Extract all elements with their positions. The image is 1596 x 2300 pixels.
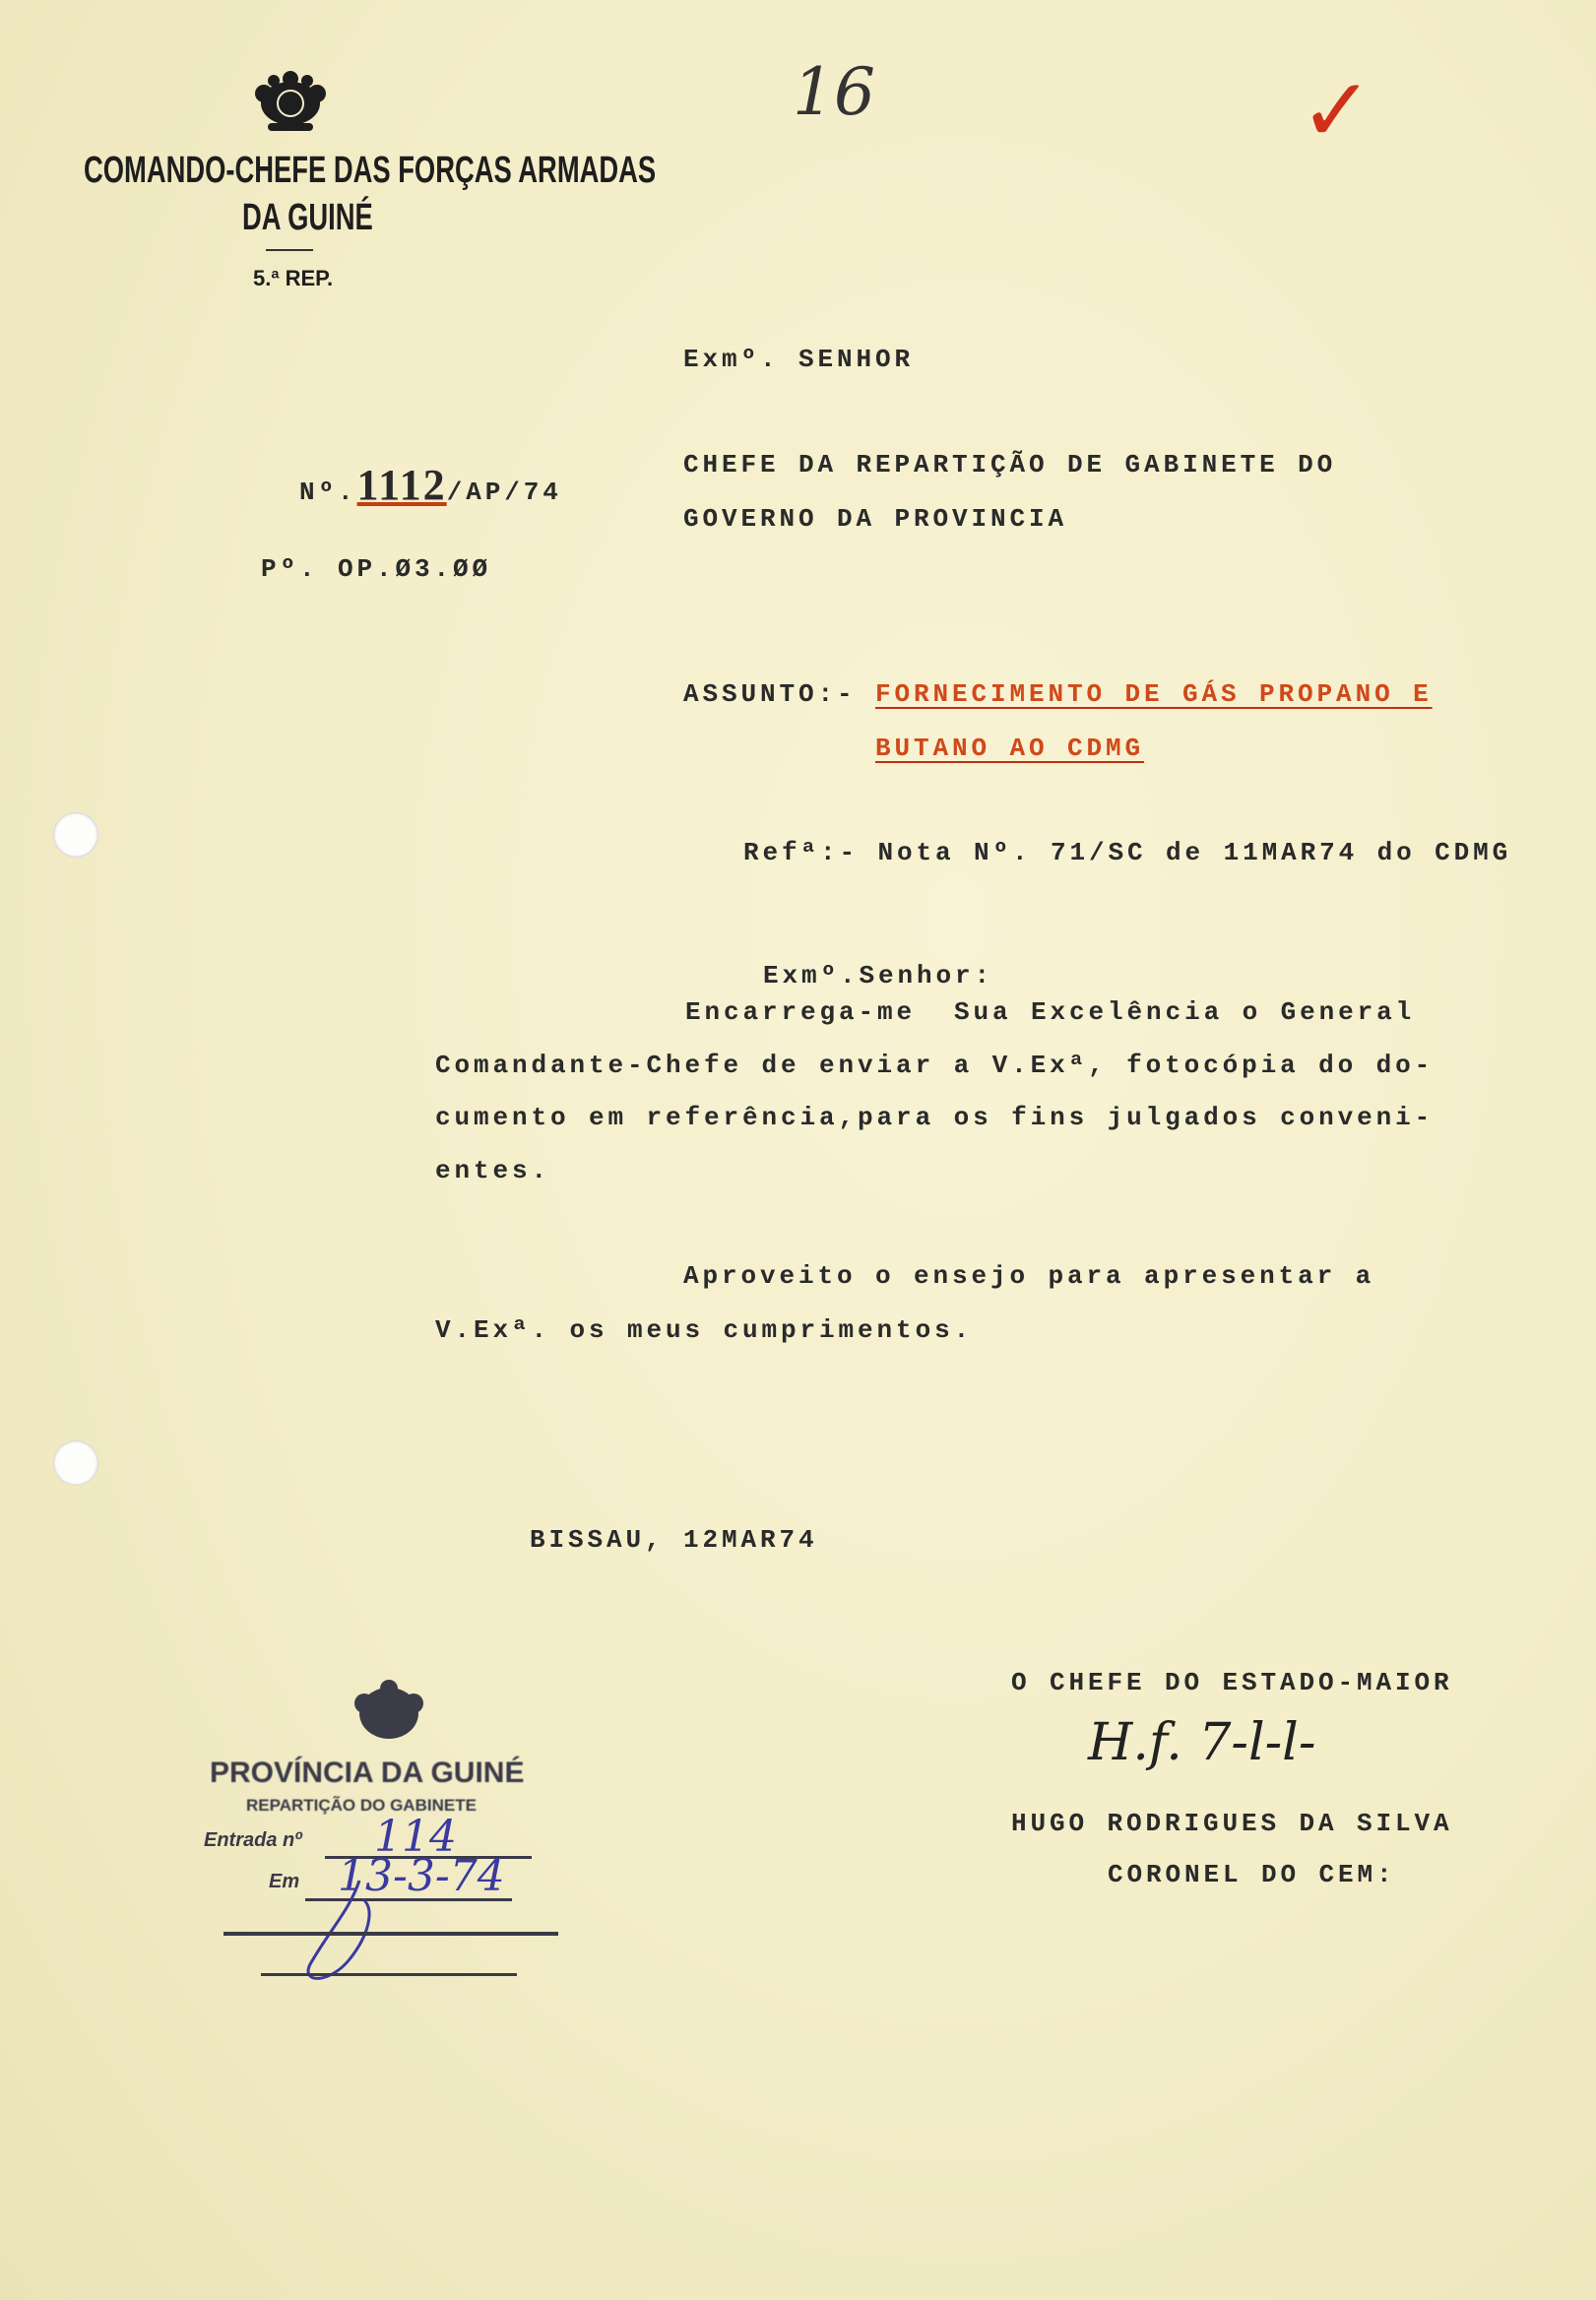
body-line: V.Exª. os meus cumprimentos. [435, 1315, 974, 1345]
department-label: 5.ª REP. [253, 266, 334, 290]
letterhead-divider [266, 249, 313, 251]
stamp-entry-number: 114 [374, 1812, 457, 1862]
addressee-salutation: Exmº. SENHOR [683, 345, 915, 374]
hole-punch-bottom [53, 1440, 98, 1486]
reference-number-value: 1112 [356, 461, 447, 509]
handwritten-page-number: 16 [793, 54, 875, 130]
stamp-subtitle: REPARTIÇÃO DO GABINETE [246, 1796, 477, 1815]
stamp-entry-label: Entrada nº [204, 1829, 302, 1851]
subject-line-1: FORNECIMENTO DE GÁS PROPANO E [875, 679, 1433, 709]
check-mark-icon: ✓ [1300, 59, 1374, 162]
body-line: Comandante-Chefe de enviar a V.Exª, fotocópia do do- [435, 1051, 1435, 1080]
reception-stamp [202, 1674, 586, 1989]
hole-punch-top [53, 812, 98, 858]
reference-number [261, 441, 562, 507]
signatory-name: HUGO RODRIGUES DA SILVA [1011, 1809, 1453, 1838]
signatory-title: O CHEFE DO ESTADO-MAIOR [1011, 1668, 1453, 1697]
signatory-rank: CORONEL DO CEM: [1108, 1860, 1396, 1889]
stamp-title: PROVÍNCIA DA GUINÉ [210, 1757, 525, 1789]
addressee-line-2: GOVERNO DA PROVINCIA [683, 504, 1068, 534]
handwritten-signature: H.f. 7-l-l- [1088, 1713, 1316, 1772]
reference-suffix: /AP/74 [446, 478, 562, 507]
subject-line-2: BUTANO AO CDMG [875, 734, 1145, 763]
greeting: Exmº.Senhor: [763, 961, 994, 990]
stamp-date-label: Em [269, 1871, 300, 1892]
stamp-rule [261, 1973, 517, 1976]
body-line: Encarrega-me Sua Excelência o General [685, 997, 1416, 1027]
letterhead-subtitle: DA GUINÉ [242, 197, 373, 238]
body-line: cumento em referência,para os fins julgados conveni- [435, 1103, 1435, 1132]
coat-of-arms-icon [246, 69, 335, 143]
stamp-date-value: 13-3-74 [338, 1851, 505, 1901]
process-number: Pº. OP.Ø3.ØØ [261, 554, 492, 584]
body-line: Aproveito o ensejo para apresentar a [683, 1261, 1375, 1291]
stamp-rule [223, 1932, 558, 1936]
subject-label: ASSUNTO:- [683, 679, 857, 709]
stamp-crest-icon [350, 1679, 428, 1748]
reference-prefix: Nº. [299, 478, 357, 507]
addressee-line-1: CHEFE DA REPARTIÇÃO DE GABINETE DO [683, 450, 1337, 479]
place-date: BISSAU, 12MAR74 [530, 1525, 818, 1555]
letterhead-title: COMANDO-CHEFE DAS FORÇAS ARMADAS [84, 150, 657, 191]
reference-note: Refª:- Nota Nº. 71/SC de 11MAR74 do CDMG [743, 838, 1512, 867]
body-line: entes. [435, 1156, 551, 1185]
stamp-initials-icon [290, 1871, 409, 1989]
